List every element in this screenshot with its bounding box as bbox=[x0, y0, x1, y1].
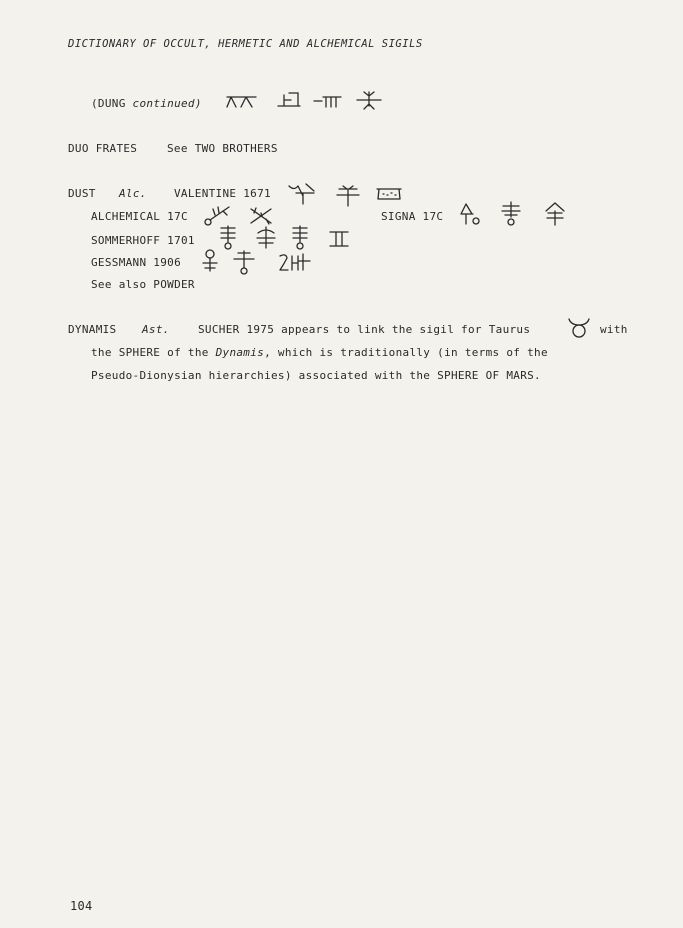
sommerhoff-sigil-1 bbox=[218, 225, 238, 251]
dust-valentine: VALENTINE 1671 bbox=[174, 187, 271, 200]
alchemical-sigil-2 bbox=[249, 207, 273, 225]
dynamis-line1-text: SUCHER 1975 appears to link the sigil for Taurus bbox=[198, 323, 531, 336]
dust-alchemical: ALCHEMICAL 17C bbox=[91, 210, 188, 223]
sommerhoff-sigil-2 bbox=[255, 226, 277, 250]
sommerhoff-sigil-3 bbox=[290, 225, 310, 251]
dynamis-term: DYNAMIS bbox=[68, 323, 117, 336]
sommerhoff-sigil-4 bbox=[328, 229, 350, 249]
valentine-sigil-2 bbox=[335, 185, 361, 207]
valentine-sigil-1 bbox=[288, 183, 318, 205]
dung-continued-label bbox=[91, 97, 202, 110]
gessmann-sigil-3 bbox=[278, 252, 312, 272]
dynamis-line1-end: with bbox=[600, 323, 628, 336]
signa-sigil-1 bbox=[460, 202, 482, 228]
dust-signa: SIGNA 17C bbox=[381, 210, 444, 223]
dynamis-line3: Pseudo-Dionysian hierarchies) associated with the SPHERE OF MARS. bbox=[91, 369, 541, 382]
duo-frates-see: See TWO BROTHERS bbox=[167, 142, 278, 155]
dynamis-line2-a: the SPHERE of the bbox=[91, 346, 216, 359]
dung-sigil-2 bbox=[276, 91, 302, 109]
dung-sigil-1 bbox=[226, 93, 258, 109]
gessmann-sigil-2 bbox=[233, 250, 255, 276]
gessmann-sigil-1 bbox=[201, 249, 219, 273]
dust-sommerhoff: SOMMERHOFF 1701 bbox=[91, 234, 195, 247]
continued-word: continued) bbox=[132, 97, 202, 110]
dynamis-line2 bbox=[91, 346, 548, 359]
duo-frates-term: DUO FRATES bbox=[68, 142, 138, 155]
dynamis-line2-italic: Dynamis bbox=[215, 346, 265, 359]
taurus-icon bbox=[567, 318, 591, 338]
signa-sigil-2 bbox=[499, 201, 523, 227]
dust-gessmann: GESSMANN 1906 bbox=[91, 256, 181, 269]
page-number: 104 bbox=[70, 899, 93, 913]
dust-see-also: See also POWDER bbox=[91, 278, 195, 291]
dung-label: (DUNG bbox=[91, 97, 133, 110]
signa-sigil-3 bbox=[544, 202, 566, 226]
dung-sigil-3 bbox=[313, 93, 343, 109]
dust-abbr: Alc. bbox=[119, 187, 147, 200]
alchemical-sigil-1 bbox=[203, 205, 231, 227]
dung-sigil-4 bbox=[356, 90, 382, 110]
dynamis-line2-b: , which is traditionally (in terms of the bbox=[264, 346, 548, 359]
dust-term: DUST bbox=[68, 187, 96, 200]
valentine-sigil-3 bbox=[376, 187, 402, 201]
running-header: DICTIONARY OF OCCULT, HERMETIC AND ALCHEMICAL SIGILS bbox=[68, 38, 423, 50]
dynamis-abbr: Ast. bbox=[142, 323, 170, 336]
